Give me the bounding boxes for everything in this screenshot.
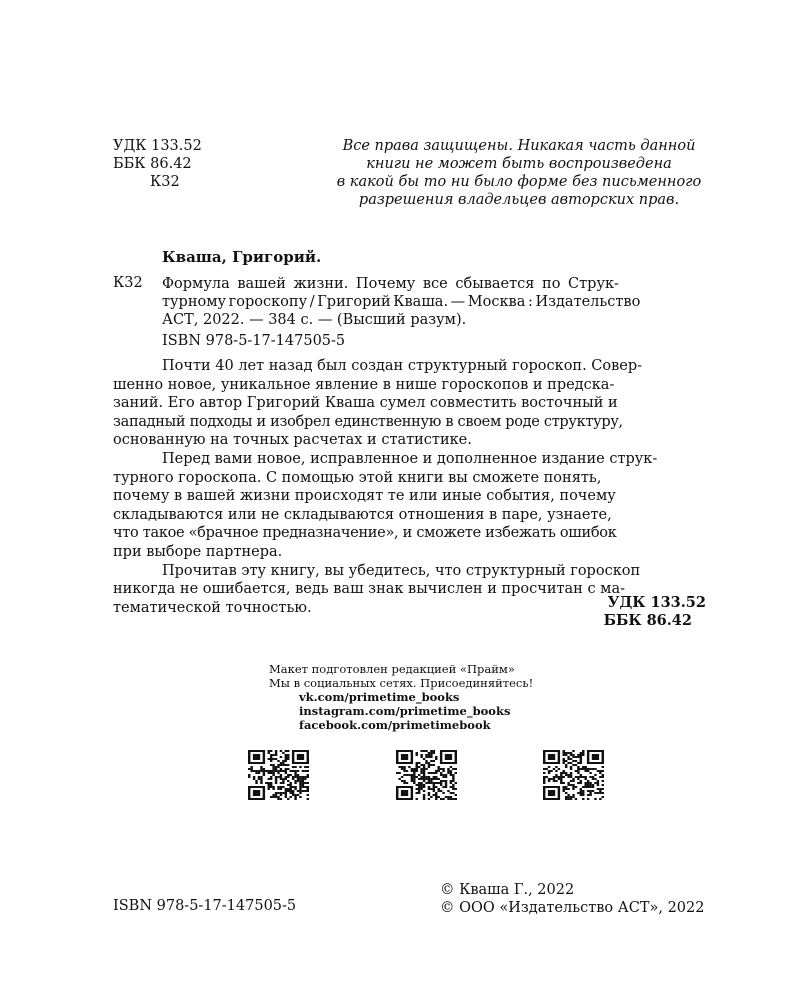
annotation-line: при выборе партнера. <box>113 543 283 560</box>
copyright-author: © Кваша Г., 2022 <box>440 882 575 898</box>
bbk-code-bold: ББК 86.42 <box>603 612 692 629</box>
bibliographic-description <box>162 275 706 329</box>
annotation-line: Перед вами новое, исправленное и дополненное издание струк- <box>162 450 658 467</box>
rights-line: в какой бы то ни было форме без письменного <box>336 174 702 190</box>
annotation-line: что такое «брачное предназначение», и сможете избежать ошибок <box>113 525 617 542</box>
annotation-line: почему в вашей жизни происходят те или иные события, почему <box>113 488 616 505</box>
qr-code-facebook-icon[interactable] <box>543 750 604 800</box>
rights-line: книги не может быть воспроизведена <box>366 156 672 172</box>
biblio-line: Формула вашей жизни. Почему все сбывается по Струк- <box>162 276 619 292</box>
biblio-line: турному гороскопу / Григорий Кваша. — Москва : Издательство <box>162 294 641 310</box>
instagram-link[interactable]: instagram.com/primetime_books <box>299 704 511 718</box>
catalog-isbn: ISBN 978-5-17-147505-5 <box>162 333 346 349</box>
copyright-publisher: © ООО «Издательство АСТ», 2022 <box>440 900 705 916</box>
vk-link[interactable]: vk.com/primetime_books <box>299 690 460 704</box>
facebook-link[interactable]: facebook.com/primetimebook <box>299 718 491 732</box>
rights-line: Все права защищены. Никакая часть данной <box>342 138 696 154</box>
annotation-line: тематической точностью. <box>113 599 312 616</box>
annotation-line: заний. Его автор Григорий Кваша сумел совместить восточный и <box>113 395 618 412</box>
annotation-line: никогда не ошибается, ведь ваш знак вычислен и просчитан с ма- <box>113 581 626 598</box>
prepared-by-note: Макет подготовлен редакцией «Прайм» <box>269 662 515 676</box>
imprint-block <box>269 662 533 732</box>
biblio-line: АСТ, 2022. — 384 с. — (Высший разум). <box>162 312 467 328</box>
bbk-code: ББК 86.42 <box>113 156 192 172</box>
udk-code-bold: УДК 133.52 <box>607 594 706 611</box>
qr-code-vk-icon[interactable] <box>248 750 309 800</box>
annotation-line: западный подходы и изобрел единственную в своем роде структуру, <box>113 413 623 430</box>
rights-line: разрешения владельцев авторских прав. <box>358 192 680 208</box>
social-invite: Мы в социальных сетях. Присоединяйтесь! <box>269 676 534 690</box>
annotation-line: турного гороскопа. С помощью этой книги вы сможете понять, <box>113 469 602 486</box>
annotation-line: основанную на точных расчетах и статистике. <box>113 432 472 449</box>
annotation-line: Почти 40 лет назад был создан структурный гороскоп. Совер- <box>162 358 643 374</box>
rights-notice <box>318 137 720 209</box>
annotation-line: Прочитав эту книгу, вы убедитесь, что структурный гороскоп <box>162 562 641 579</box>
qr-code-instagram-icon[interactable] <box>396 750 457 800</box>
author-sign-code: К32 <box>150 174 180 190</box>
annotation-line: складываются или не складываются отношения в паре, узнаете, <box>113 506 612 523</box>
catalog-author-sign: К32 <box>113 275 143 291</box>
copyright-block <box>440 881 704 917</box>
author-heading: Кваша, Григорий. <box>162 248 322 266</box>
annotation-line: шенно новое, уникальное явление в нише гороскопов и предска- <box>113 376 615 393</box>
closing-classification-codes <box>600 594 706 630</box>
udk-code: УДК 133.52 <box>113 138 202 154</box>
footer-isbn: ISBN 978-5-17-147505-5 <box>113 898 297 914</box>
annotation <box>113 357 706 617</box>
classification-codes <box>113 137 202 191</box>
